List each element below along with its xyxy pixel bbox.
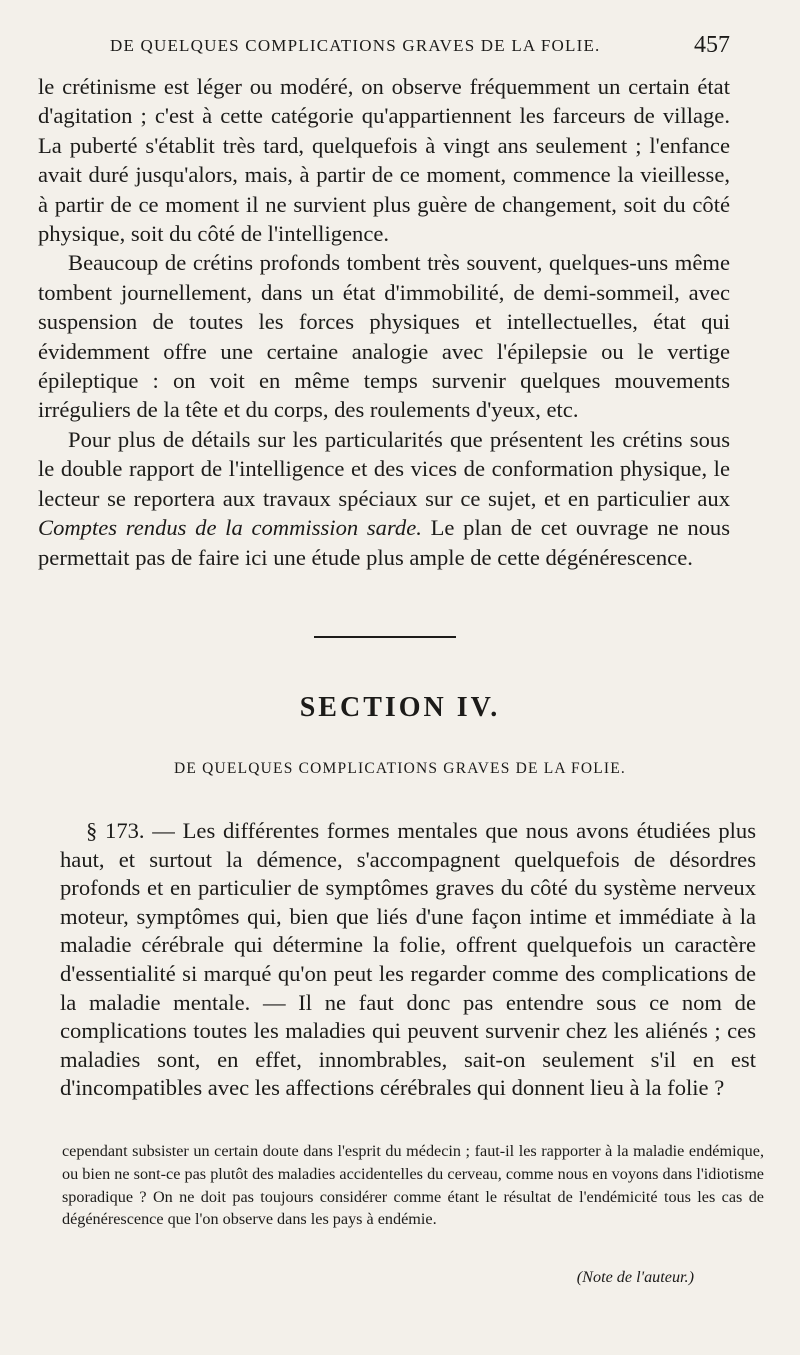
cited-work-title: Comptes rendus de la commission sarde.: [38, 515, 422, 541]
running-head: [110, 32, 730, 58]
footnote-text: cependant subsister un certain doute dans l'esprit du médecin ; faut-il les rapporter à la maladie endémique, ou bien ne sont-ce pas plutôt des maladies accidentelles du cerveau, comme nous en voyons dans l'idiotisme sporadique ? On ne doit pas toujours considérer comme étant le résultat de l'endémicité tous les cas de dégénérescence que l'on observe dans les pays à endémie.: [62, 1142, 764, 1229]
running-head-title: DE QUELQUES COMPLICATIONS GRAVES DE LA FOLIE.: [110, 36, 601, 55]
paragraph-details-start: Pour plus de détails sur les particularités que présentent les crétins sous le double rapport de l'intelligence et des vices de conformation physique, le lecteur se reportera aux travaux spéciaux sur ce sujet, et en particulier aux: [38, 426, 730, 511]
paragraph-cretins-profonds: Beaucoup de crétins profonds tombent très souvent, quelques-uns même tombent journellement, dans un état d'immobilité, de demi-sommeil, avec suspension de toutes les forces physiques et intellectuelles, état qui évidemment offre une certaine analogie avec l'épilepsie ou le vertige épileptique : on voit en même temps survenir quelques mouvements irréguliers de la tête et du corps, des roulements d'yeux, etc.: [38, 250, 730, 423]
footnote: [62, 1140, 764, 1231]
paragraph-details: [38, 425, 730, 572]
page-number: 457: [694, 32, 730, 58]
paragraph-details-end: Le plan de cet ouvrage ne nous permettait pas de faire ici une étude plus ample de cette dégénérescence.: [38, 515, 731, 570]
paragraph-cretinisme: le crétinisme est léger ou modéré, on observe fréquemment un certain état d'agitation ; c'est à cette catégorie qu'appartiennent les farceurs de village. La puberté s'établit très tard, quelquefois à vingt ans seulement ; l'enfance avait duré jusqu'alors, mais, à partir de ce moment, commence la vieillesse, à partir de ce moment il ne survient plus guère de changement, soit du côté physique, soit du côté de l'intelligence.: [38, 74, 730, 247]
section-title: SECTION IV.: [299, 692, 501, 723]
continuation-text: [38, 72, 730, 572]
section-subtitle: DE QUELQUES COMPLICATIONS GRAVES DE LA FOLIE.: [174, 760, 626, 777]
footnote-signature: (Note de l'auteur.): [576, 1268, 694, 1286]
section-divider: [314, 636, 456, 638]
section-body: [60, 817, 756, 1103]
paragraph-173: § 173. — Les différentes formes mentales que nous avons étudiées plus haut, et surtout la démence, s'accompagnent quelquefois de désordres profonds et en particulier de symptômes graves du côté du système nerveux moteur, symptômes qui, bien que liés d'une façon intime et immédiate à la maladie cérébrale qui détermine la folie, offrent quelquefois un caractère d'essentialité si marqué qu'on peut les regarder comme des complications de la maladie mentale. — Il ne faut donc pas entendre sous ce nom de complications toutes les maladies qui peuvent survenir chez les aliénés ; ces maladies sont, en effet, innombrables, sait-on seulement s'il en est d'incompatibles avec les affections cérébrales qui donnent lieu à la folie ?: [60, 818, 756, 1101]
